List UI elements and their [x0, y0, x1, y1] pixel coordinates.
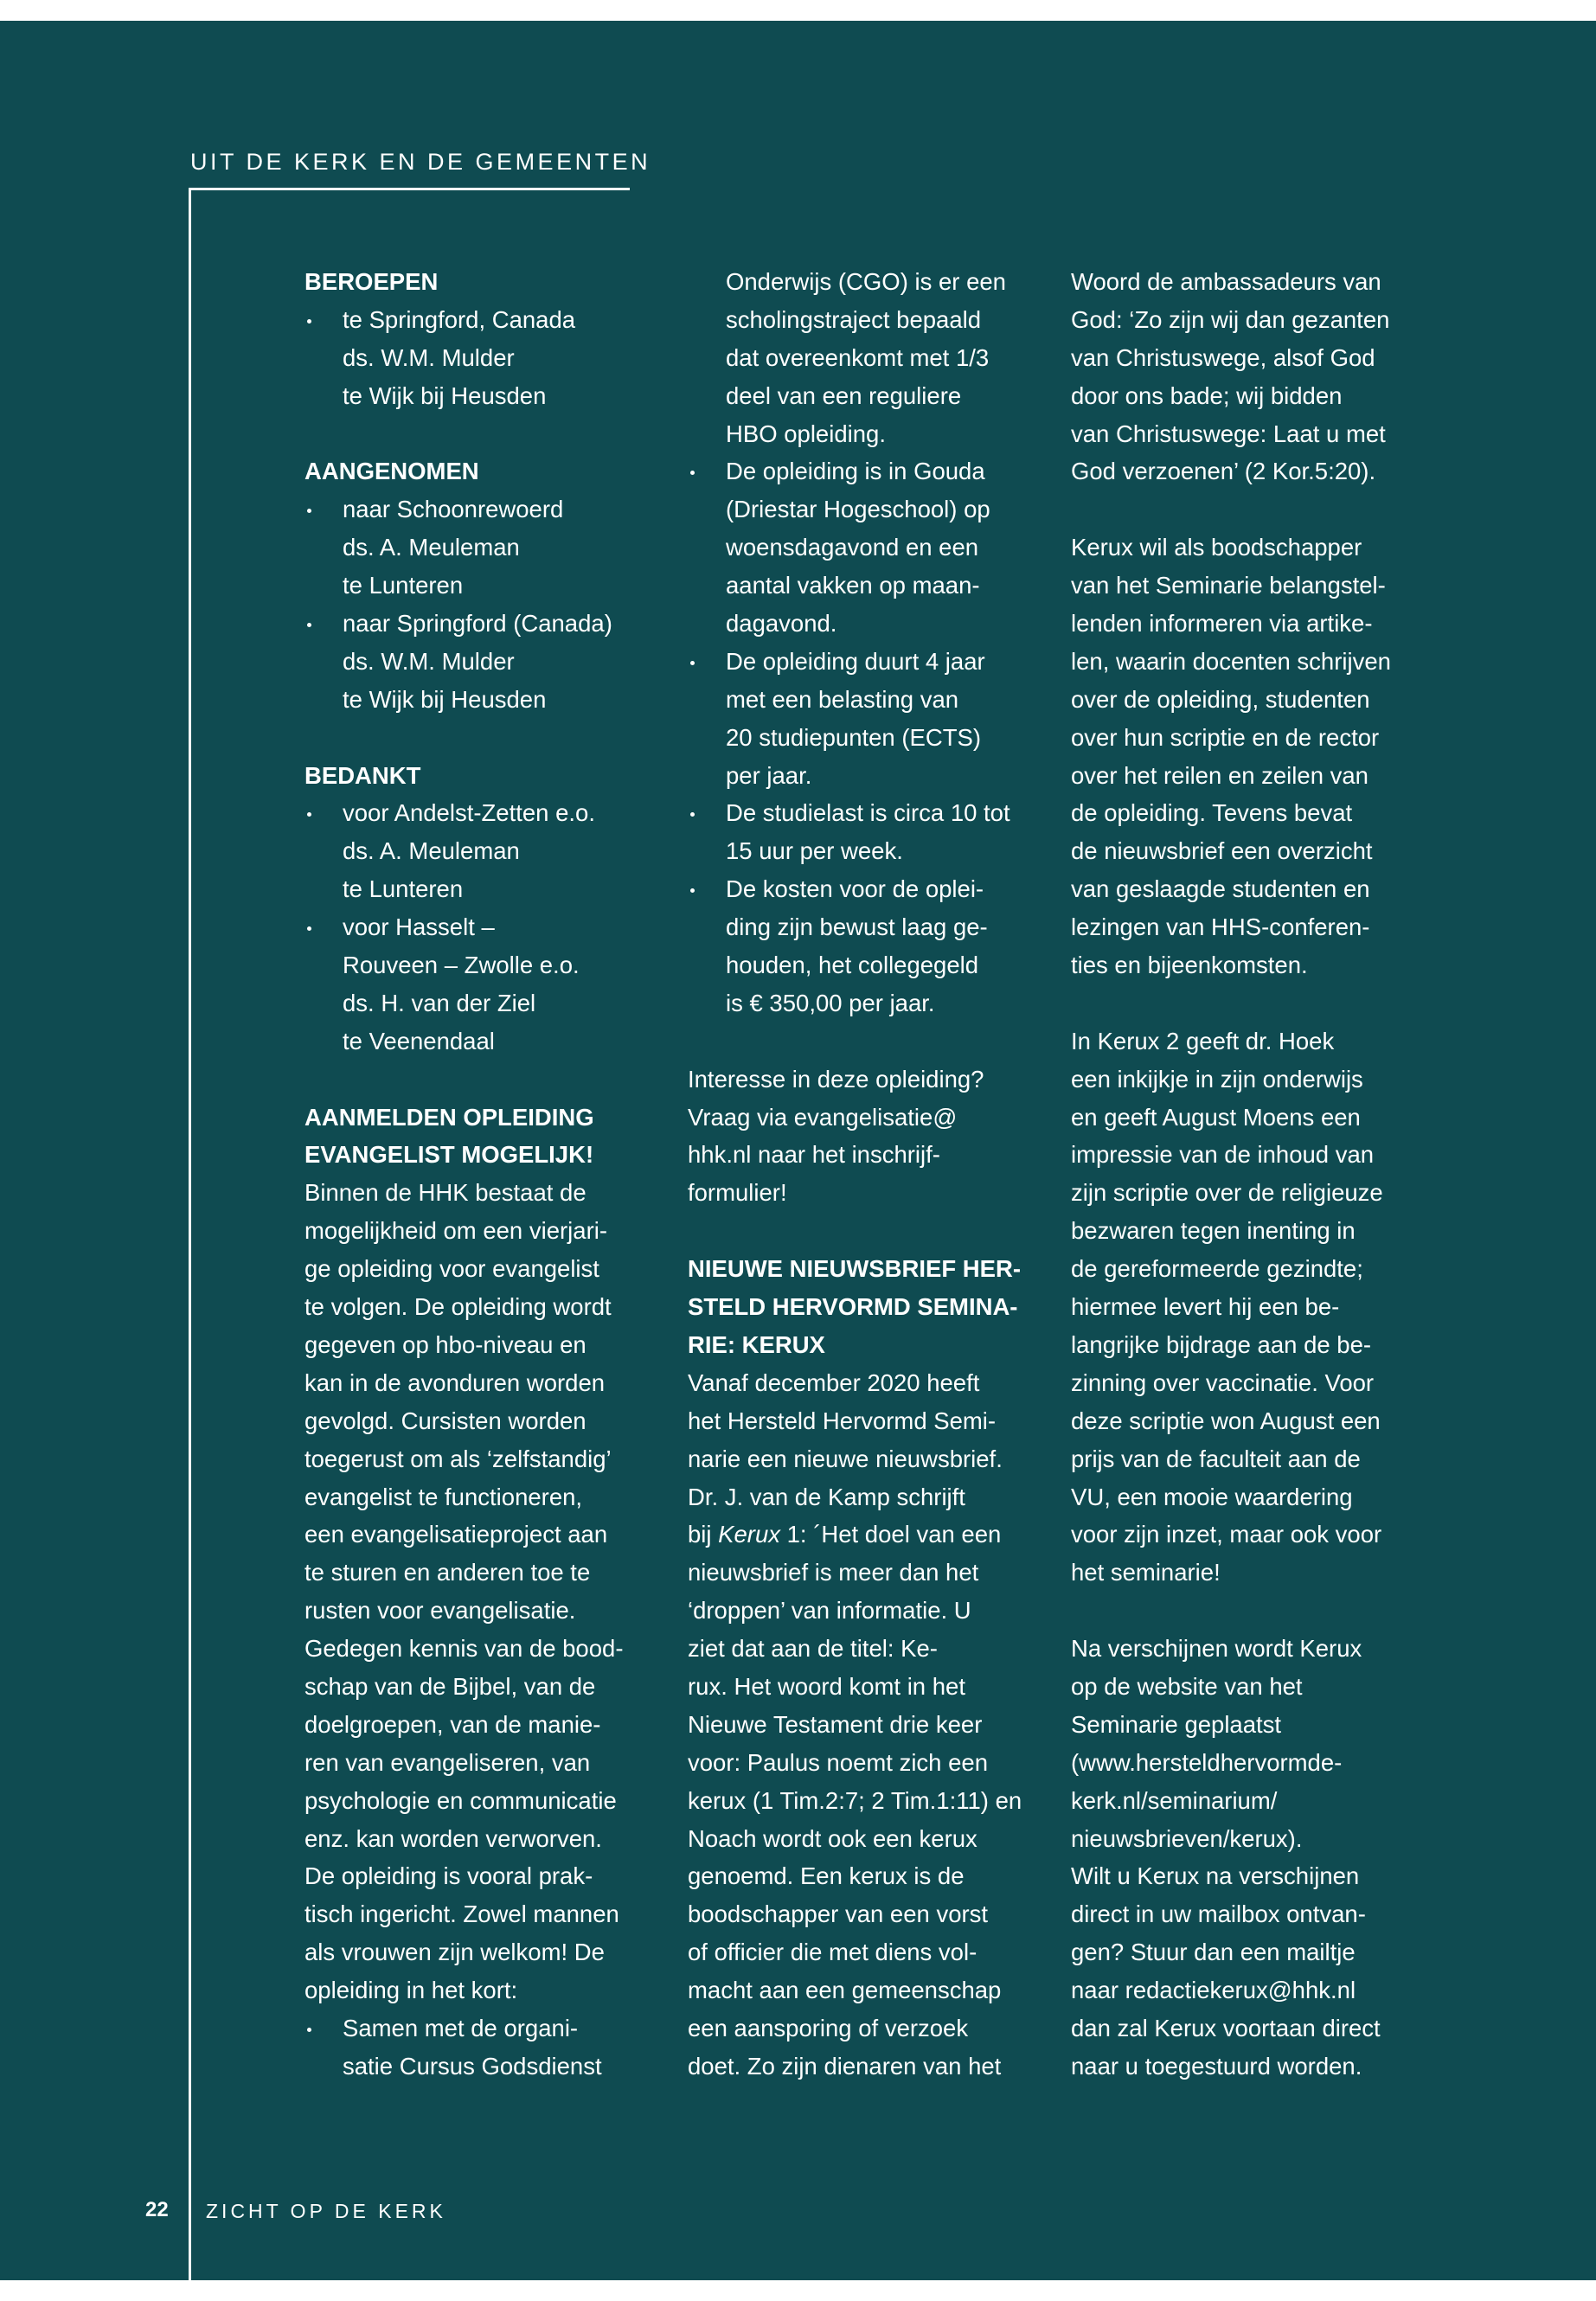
- text-line: formulier!: [688, 1179, 787, 1207]
- text-line: boodschapper van een vorst: [688, 1900, 989, 1928]
- text-line: kan in de avonduren worden: [304, 1368, 606, 1396]
- text-line: VU, een mooie waardering: [1071, 1483, 1353, 1510]
- text-line: zijn scriptie over de religieuze: [1071, 1179, 1383, 1207]
- text-line: van Christuswege, alsof God: [1071, 343, 1375, 371]
- text-line: naar u toegestuurd worden.: [1071, 2052, 1362, 2080]
- text-line: ‘droppen’ van informatie. U: [688, 1597, 971, 1625]
- text-line: kerk.nl/seminarium/: [1071, 1786, 1278, 1814]
- text-line: te volgen. De opleiding wordt: [304, 1293, 612, 1321]
- indented-line: ds. A. Meuleman: [343, 534, 520, 561]
- heading-line: BEDANKT: [304, 761, 421, 789]
- text-line: Vanaf december 2020 heeft: [688, 1368, 980, 1396]
- text-line: een evangelisatieproject aan: [304, 1521, 608, 1548]
- heading-line: AANGENOMEN: [304, 458, 479, 485]
- text-line: over de opleiding, studenten: [1071, 685, 1370, 713]
- text-line: Woord de ambassadeurs van: [1071, 268, 1381, 295]
- text-line: De opleiding is vooral prak-: [304, 1862, 593, 1890]
- text-line: de opleiding. Tevens bevat: [1071, 799, 1353, 827]
- text-line: impressie van de inhoud van: [1071, 1141, 1375, 1169]
- text-line: doelgroepen, van de manie-: [304, 1710, 601, 1738]
- text-line: over hun scriptie en de rector: [1071, 723, 1380, 751]
- indented-line: HBO opleiding.: [726, 420, 886, 447]
- text-line: genoemd. Een kerux is de: [688, 1862, 965, 1890]
- text-line: een inkijkje in zijn onderwijs: [1071, 1065, 1363, 1093]
- text-line: nieuwsbrief is meer dan het: [688, 1559, 979, 1586]
- text-line: macht aan een gemeenschap: [688, 1977, 1002, 2004]
- indented-line: ds. H. van der Ziel: [343, 989, 536, 1016]
- indented-line: is € 350,00 per jaar.: [726, 989, 935, 1016]
- bullet-item: Samen met de organi-: [304, 2009, 655, 2048]
- text-line: kerux (1 Tim.2:7; 2 Tim.1:11) en: [688, 1786, 1022, 1814]
- text-line: hiermee levert hij een be-: [1071, 1293, 1340, 1321]
- text-line: lenden informeren via artike-: [1071, 610, 1373, 638]
- text-line: als vrouwen zijn welkom! De: [304, 1939, 605, 1966]
- text-line: Dr. J. van de Kamp schrijft: [688, 1483, 965, 1510]
- text-line: Na verschijnen wordt Kerux: [1071, 1635, 1362, 1663]
- text-line: deze scriptie won August een: [1071, 1407, 1381, 1434]
- bullet-item: naar Springford (Canada): [304, 605, 655, 643]
- text-line: te sturen en anderen toe te: [304, 1559, 591, 1586]
- text-line: Seminarie geplaatst: [1071, 1710, 1282, 1738]
- text-line: Noach wordt ook een kerux: [688, 1824, 977, 1852]
- text-line: gen? Stuur dan een mailtje: [1071, 1939, 1356, 1966]
- text-line: schap van de Bijbel, van de: [304, 1672, 596, 1700]
- text-line: (www.hersteldhervormde-: [1071, 1748, 1343, 1776]
- text-line: rux. Het woord komt in het: [688, 1672, 965, 1700]
- text-line: toegerust om als ‘zelfstandig’: [304, 1445, 612, 1472]
- text-column-1: [304, 263, 655, 2086]
- indented-line: ds. W.M. Mulder: [343, 647, 515, 675]
- text-line: bezwaren tegen inenting in: [1071, 1217, 1356, 1245]
- text-line: opleiding in het kort:: [304, 1977, 518, 2004]
- text-line: len, waarin docenten schrijven: [1071, 647, 1391, 675]
- bullet-item: te Springford, Canada: [304, 301, 655, 339]
- bullet-item: naar Schoonrewoerd: [304, 490, 655, 529]
- text-line: Binnen de HHK bestaat de: [304, 1179, 586, 1207]
- text-line: narie een nieuwe nieuwsbrief.: [688, 1445, 1003, 1472]
- text-line: God: ‘Zo zijn wij dan gezanten: [1071, 305, 1390, 333]
- text-line: mogelijkheid om een vierjari-: [304, 1217, 608, 1245]
- text-line: langrijke bijdrage aan de be-: [1071, 1330, 1372, 1358]
- indented-line: per jaar.: [726, 761, 812, 789]
- indented-line: scholingstraject bepaald: [726, 305, 982, 333]
- frame-rule: [189, 188, 191, 2280]
- text-line: voor: Paulus noemt zich een: [688, 1748, 988, 1776]
- heading-line: STELD HERVORMD SEMINA-: [688, 1293, 1018, 1321]
- text-line: gevolgd. Cursisten worden: [304, 1407, 586, 1434]
- paragraph-spacer: [304, 1061, 655, 1099]
- newsletter-name: Kerux: [718, 1521, 780, 1548]
- text-line: ge opleiding voor evangelist: [304, 1255, 599, 1283]
- text-line: God verzoenen’ (2 Kor.5:20).: [1071, 458, 1376, 485]
- text-line: van geslaagde studenten en: [1071, 875, 1370, 903]
- heading-line: AANMELDEN OPLEIDING: [304, 1103, 594, 1131]
- indented-line: ds. W.M. Mulder: [343, 343, 515, 371]
- page-number: 22: [145, 2198, 169, 2221]
- text-line: Vraag via evangelisatie@: [688, 1103, 958, 1131]
- text-line: prijs van de faculteit aan de: [1071, 1445, 1361, 1472]
- text-line: rusten voor evangelisatie.: [304, 1597, 576, 1625]
- bullet-item: De opleiding duurt 4 jaar: [688, 643, 1038, 681]
- text-line: ties en bijeenkomsten.: [1071, 952, 1308, 979]
- text-line: ziet dat aan de titel: Ke-: [688, 1635, 938, 1663]
- text-line: de gereformeerde gezindte;: [1071, 1255, 1363, 1283]
- paragraph-spacer: [304, 415, 655, 453]
- indented-line: te Lunteren: [343, 875, 464, 903]
- indented-line: Rouveen – Zwolle e.o.: [343, 952, 580, 979]
- paragraph-spacer: [688, 1022, 1038, 1061]
- text-line: over het reilen en zeilen van: [1071, 761, 1368, 789]
- text-line: een aansporing of verzoek: [688, 2014, 969, 2041]
- indented-line: met een belasting van: [726, 685, 959, 713]
- indented-line: 15 uur per week.: [726, 837, 903, 865]
- indented-line: dagavond.: [726, 610, 837, 638]
- text-line: zinning over vaccinatie. Voor: [1071, 1368, 1375, 1396]
- indented-line: dat overeenkomt met 1/3: [726, 343, 990, 371]
- text-line: door ons bade; wij bidden: [1071, 381, 1343, 409]
- text-line: Nieuwe Testament drie keer: [688, 1710, 983, 1738]
- title-rule: [189, 188, 630, 190]
- magazine-page: [0, 21, 1596, 2280]
- paragraph-spacer: [304, 719, 655, 757]
- indented-line: satie Cursus Godsdienst: [343, 2052, 602, 2080]
- text-line: naar redactiekerux@hhk.nl: [1071, 1977, 1356, 2004]
- bullet-item: De studielast is circa 10 tot: [688, 794, 1038, 832]
- text-line: de nieuwsbrief een overzicht: [1071, 837, 1373, 865]
- indented-line: ding zijn bewust laag ge-: [726, 913, 988, 941]
- text-line: lezingen van HHS-conferen-: [1071, 913, 1370, 941]
- indented-line: 20 studiepunten (ECTS): [726, 723, 982, 751]
- text-line: enz. kan worden verworven.: [304, 1824, 602, 1852]
- indented-line: (Driestar Hogeschool) op: [726, 496, 990, 523]
- indented-line: ds. A. Meuleman: [343, 837, 520, 865]
- text-line: Interesse in deze opleiding?: [688, 1065, 984, 1093]
- text-column-2: [688, 263, 1038, 2086]
- text-line: bij Kerux 1: ´Het doel van een: [688, 1521, 1002, 1548]
- text-line: en geeft August Moens een: [1071, 1103, 1361, 1131]
- text-line: nieuwsbrieven/kerux).: [1071, 1824, 1303, 1852]
- text-line: doet. Zo zijn dienaren van het: [688, 2052, 1002, 2080]
- indented-line: aantal vakken op maan-: [726, 572, 980, 599]
- text-line: of officier die met diens vol-: [688, 1939, 977, 1966]
- section-title: UIT DE KERK EN DE GEMEENTEN: [190, 149, 651, 175]
- text-line: hhk.nl naar het inschrijf-: [688, 1141, 940, 1169]
- heading-line: NIEUWE NIEUWSBRIEF HER-: [688, 1255, 1021, 1283]
- text-line: dan zal Kerux voortaan direct: [1071, 2014, 1381, 2041]
- heading-line: RIE: KERUX: [688, 1330, 825, 1358]
- heading-line: BEROEPEN: [304, 268, 439, 295]
- text-line: het Hersteld Hervormd Semi-: [688, 1407, 997, 1434]
- text-line: ren van evangeliseren, van: [304, 1748, 591, 1776]
- paragraph-spacer: [1071, 1592, 1421, 1630]
- text-line: op de website van het: [1071, 1672, 1303, 1700]
- indented-line: te Wijk bij Heusden: [343, 685, 547, 713]
- bullet-item: De opleiding is in Gouda: [688, 452, 1038, 490]
- text-line: het seminarie!: [1071, 1559, 1221, 1586]
- paragraph-spacer: [1071, 490, 1421, 529]
- text-line: In Kerux 2 geeft dr. Hoek: [1071, 1027, 1335, 1054]
- indented-line: te Veenendaal: [343, 1027, 495, 1054]
- bullet-item: De kosten voor de oplei-: [688, 870, 1038, 908]
- bullet-item: voor Andelst-Zetten e.o.: [304, 794, 655, 832]
- text-line: gegeven op hbo-niveau en: [304, 1330, 586, 1358]
- bullet-item: voor Hasselt –: [304, 908, 655, 946]
- text-line: evangelist te functioneren,: [304, 1483, 583, 1510]
- text-line: psychologie en communicatie: [304, 1786, 617, 1814]
- text-line: voor zijn inzet, maar ook voor: [1071, 1521, 1382, 1548]
- text-line: Wilt u Kerux na verschijnen: [1071, 1862, 1360, 1890]
- text-line: van het Seminarie belangstel-: [1071, 572, 1386, 599]
- paragraph-spacer: [688, 1212, 1038, 1250]
- text-line: Gedegen kennis van de bood-: [304, 1635, 624, 1663]
- indented-line: houden, het collegegeld: [726, 952, 979, 979]
- text-line: tisch ingericht. Zowel mannen: [304, 1900, 619, 1928]
- paragraph-spacer: [1071, 984, 1421, 1022]
- heading-line: EVANGELIST MOGELIJK!: [304, 1141, 594, 1169]
- magazine-title: ZICHT OP DE KERK: [206, 2200, 446, 2222]
- text-line: direct in uw mailbox ontvan-: [1071, 1900, 1366, 1928]
- indented-line: Onderwijs (CGO) is er een: [726, 268, 1006, 295]
- text-line: Kerux wil als boodschapper: [1071, 534, 1362, 561]
- indented-line: te Lunteren: [343, 572, 464, 599]
- indented-line: te Wijk bij Heusden: [343, 381, 547, 409]
- text-line: van Christuswege: Laat u met: [1071, 420, 1386, 447]
- indented-line: woensdagavond en een: [726, 534, 979, 561]
- indented-line: deel van een reguliere: [726, 381, 962, 409]
- text-column-3: [1071, 263, 1421, 2086]
